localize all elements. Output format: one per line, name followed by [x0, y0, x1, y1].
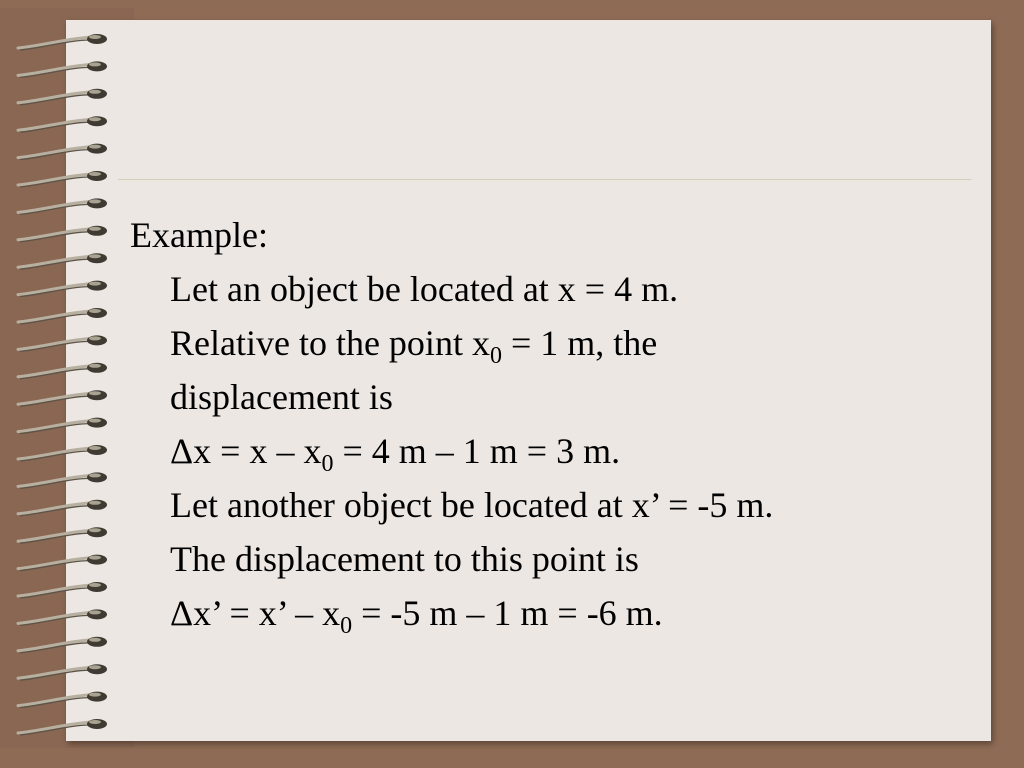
spiral-hole-highlight [89, 501, 101, 505]
spiral-wire [18, 64, 92, 75]
spiral-hole-highlight [89, 665, 101, 669]
spiral-wire [18, 37, 92, 48]
equation2-rhs: = -5 m – 1 m = -6 m. [352, 593, 663, 633]
spiral-hole-highlight [89, 227, 101, 231]
spiral-hole-highlight [89, 35, 101, 39]
spiral-wire [18, 311, 92, 322]
spiral-hole-highlight [89, 336, 101, 340]
equation2-lhs: Δx’ = x’ – x [170, 593, 341, 633]
subscript-zero: 0 [321, 451, 334, 477]
spiral-wire [18, 640, 92, 651]
spiral-hole-highlight [89, 145, 101, 149]
line-displacement-equation [170, 424, 980, 478]
spiral-wire [18, 229, 92, 240]
equation-rhs: = 4 m – 1 m = 3 m. [333, 431, 621, 471]
spiral-hole-highlight [89, 693, 101, 697]
line-relative-point-rest: = 1 m, the [501, 323, 658, 363]
line-relative-point [170, 316, 980, 370]
spiral-hole-highlight [89, 473, 101, 477]
spiral-hole-highlight [89, 638, 101, 642]
line-displacement-to-point: The displacement to this point is [170, 539, 639, 579]
line-displacement-is: displacement is [170, 377, 393, 417]
spiral-wire [18, 503, 92, 514]
spiral-wire [18, 284, 92, 295]
line-relative-point-text: Relative to the point x [170, 323, 490, 363]
spiral-hole-highlight [89, 199, 101, 203]
spiral-wire [18, 147, 92, 158]
spiral-hole-highlight [89, 364, 101, 368]
spiral-wire [18, 585, 92, 596]
spiral-wire [18, 119, 92, 130]
spiral-hole-highlight [89, 117, 101, 121]
spiral-hole-highlight [89, 254, 101, 258]
spiral-wire [18, 92, 92, 103]
spiral-hole-highlight [89, 90, 101, 94]
spiral-wire [18, 366, 92, 377]
spiral-wire [18, 667, 92, 678]
example-heading: Example: [130, 215, 268, 255]
spiral-hole-highlight [89, 172, 101, 176]
spiral-hole-highlight [89, 528, 101, 532]
page-divider-line [118, 179, 971, 180]
spiral-hole-highlight [89, 62, 101, 66]
line-object-location: Let an object be located at x = 4 m. [170, 269, 679, 309]
spiral-hole-highlight [89, 309, 101, 313]
slide-content [130, 208, 980, 640]
equation-lhs: Δx = x – x [170, 431, 322, 471]
subscript-zero: 0 [489, 343, 502, 369]
spiral-wire [18, 558, 92, 569]
spiral-hole-highlight [89, 282, 101, 286]
spiral-hole-highlight [89, 610, 101, 614]
spiral-wire [18, 421, 92, 432]
spiral-wire [18, 612, 92, 623]
spiral-hole-highlight [89, 556, 101, 560]
spiral-binding-icon [0, 0, 130, 768]
spiral-hole-highlight [89, 391, 101, 395]
spiral-hole-highlight [89, 583, 101, 587]
spiral-wire [18, 695, 92, 706]
spiral-wire [18, 475, 92, 486]
subscript-zero: 0 [340, 613, 353, 639]
spiral-wire [18, 448, 92, 459]
spiral-hole-highlight [89, 446, 101, 450]
line-second-equation [170, 586, 980, 640]
line-another-object: Let another object be located at x’ = -5 m. [170, 485, 774, 525]
spiral-wire [18, 722, 92, 733]
spiral-wire [18, 256, 92, 267]
spiral-wire [18, 530, 92, 541]
spiral-wire [18, 393, 92, 404]
spiral-wire [18, 201, 92, 212]
spiral-hole-highlight [89, 419, 101, 423]
spiral-wire [18, 174, 92, 185]
spiral-hole-highlight [89, 720, 101, 724]
spiral-wire [18, 338, 92, 349]
